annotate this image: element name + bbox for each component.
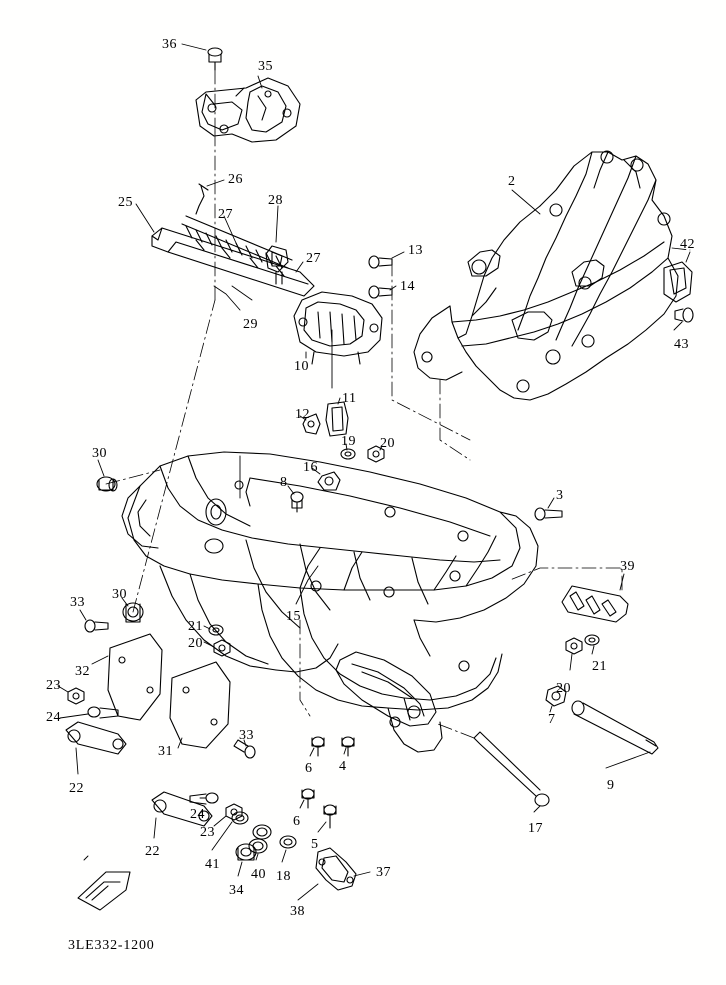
part-22-link-upper bbox=[66, 722, 126, 754]
callout-29: 29 bbox=[243, 317, 258, 332]
part-23-nut-upper bbox=[68, 688, 84, 704]
callout-6-upper: 6 bbox=[305, 761, 313, 776]
callout-11: 11 bbox=[342, 391, 357, 406]
part-33-bolt-upper bbox=[85, 620, 108, 632]
part-10-bracket bbox=[294, 292, 382, 364]
callout-40: 40 bbox=[251, 867, 266, 882]
callout-30-lower: 30 bbox=[112, 587, 127, 602]
part-8-bolt bbox=[291, 492, 303, 512]
callout-3: 3 bbox=[556, 488, 564, 503]
callout-22-upper: 22 bbox=[69, 781, 84, 796]
callout-21-right: 21 bbox=[592, 659, 607, 674]
part-13-bolt bbox=[369, 256, 392, 268]
callout-41: 41 bbox=[205, 857, 220, 872]
part-5-bolt bbox=[324, 805, 336, 828]
callout-19: 19 bbox=[341, 434, 356, 449]
callout-12: 12 bbox=[295, 407, 310, 422]
callout-30-upper: 30 bbox=[92, 446, 107, 461]
callout-21-left: 21 bbox=[188, 619, 203, 634]
part-32-plate bbox=[108, 634, 162, 720]
part-11-plate bbox=[326, 402, 348, 436]
part-35-bracket bbox=[196, 78, 300, 142]
callout-18: 18 bbox=[276, 869, 291, 884]
callout-39: 39 bbox=[620, 559, 635, 574]
part-18-collar bbox=[280, 836, 296, 848]
callout-31: 31 bbox=[158, 744, 173, 759]
callout-8: 8 bbox=[280, 475, 288, 490]
callout-26: 26 bbox=[228, 172, 243, 187]
part-9-long-bolt bbox=[572, 701, 658, 754]
callout-23-lower: 23 bbox=[200, 825, 215, 840]
callout-16: 16 bbox=[303, 460, 318, 475]
part-16-collar bbox=[318, 472, 340, 490]
callout-34: 34 bbox=[229, 883, 244, 898]
callout-28: 28 bbox=[268, 193, 283, 208]
callout-6-lower: 6 bbox=[293, 814, 301, 829]
fwd-marker bbox=[78, 872, 130, 910]
callout-2: 2 bbox=[508, 174, 516, 189]
callout-35: 35 bbox=[258, 59, 273, 74]
callout-22-lower: 22 bbox=[145, 844, 160, 859]
part-1-main-frame bbox=[122, 452, 538, 752]
callout-27-second: 27 bbox=[306, 251, 321, 266]
callout-10: 10 bbox=[294, 359, 309, 374]
callout-25: 25 bbox=[118, 195, 133, 210]
callout-15: 15 bbox=[286, 609, 301, 624]
callout-27: 27 bbox=[218, 207, 233, 222]
part-20-nut-right bbox=[566, 638, 582, 654]
callout-5: 5 bbox=[311, 837, 319, 852]
callout-43: 43 bbox=[674, 337, 689, 352]
callout-13: 13 bbox=[408, 243, 423, 258]
part-25-rail bbox=[152, 228, 314, 296]
part-41-seal bbox=[232, 812, 248, 824]
part-36-bolt bbox=[208, 48, 222, 70]
part-40-bearing bbox=[249, 825, 271, 853]
callout-7: 7 bbox=[548, 712, 556, 727]
part-21-washer-right bbox=[585, 635, 599, 645]
part-17-bolt bbox=[474, 732, 549, 806]
part-39-plate bbox=[562, 586, 628, 622]
part-2-rear-frame bbox=[414, 151, 678, 400]
callout-37: 37 bbox=[376, 865, 391, 880]
part-43-bolt bbox=[675, 308, 693, 322]
callout-33-upper: 33 bbox=[70, 595, 85, 610]
callout-24-lower: 24 bbox=[190, 807, 205, 822]
callout-4: 4 bbox=[339, 759, 347, 774]
callout-36: 36 bbox=[162, 37, 177, 52]
part-19-washer bbox=[341, 449, 355, 459]
part-3-bolt bbox=[535, 508, 562, 520]
callout-42: 42 bbox=[680, 237, 695, 252]
callout-23-upper: 23 bbox=[46, 678, 61, 693]
callout-9: 9 bbox=[607, 778, 615, 793]
callout-32: 32 bbox=[75, 664, 90, 679]
part-27-spring bbox=[182, 216, 292, 268]
part-4-bolt bbox=[342, 737, 354, 756]
part-14-bolt bbox=[369, 286, 392, 298]
part-31-plate bbox=[170, 662, 230, 748]
part-6-bolt-lower bbox=[302, 789, 314, 808]
part-37-bracket bbox=[316, 848, 356, 890]
part-42-mount bbox=[664, 262, 692, 302]
callout-33-lower: 33 bbox=[239, 728, 254, 743]
callout-20-right: 20 bbox=[556, 681, 571, 696]
callout-20-left: 20 bbox=[188, 636, 203, 651]
callout-17: 17 bbox=[528, 821, 543, 836]
callout-20: 20 bbox=[380, 436, 395, 451]
diagram-part-code: 3LE332-1200 bbox=[68, 938, 155, 953]
part-26-pin bbox=[196, 184, 208, 214]
callout-38: 38 bbox=[290, 904, 305, 919]
callout-14: 14 bbox=[400, 279, 415, 294]
part-6-bolt-upper bbox=[312, 737, 324, 756]
part-30-bushing-lower bbox=[123, 603, 143, 622]
callout-24-upper: 24 bbox=[46, 710, 61, 725]
part-24-bolt-upper bbox=[88, 707, 118, 718]
